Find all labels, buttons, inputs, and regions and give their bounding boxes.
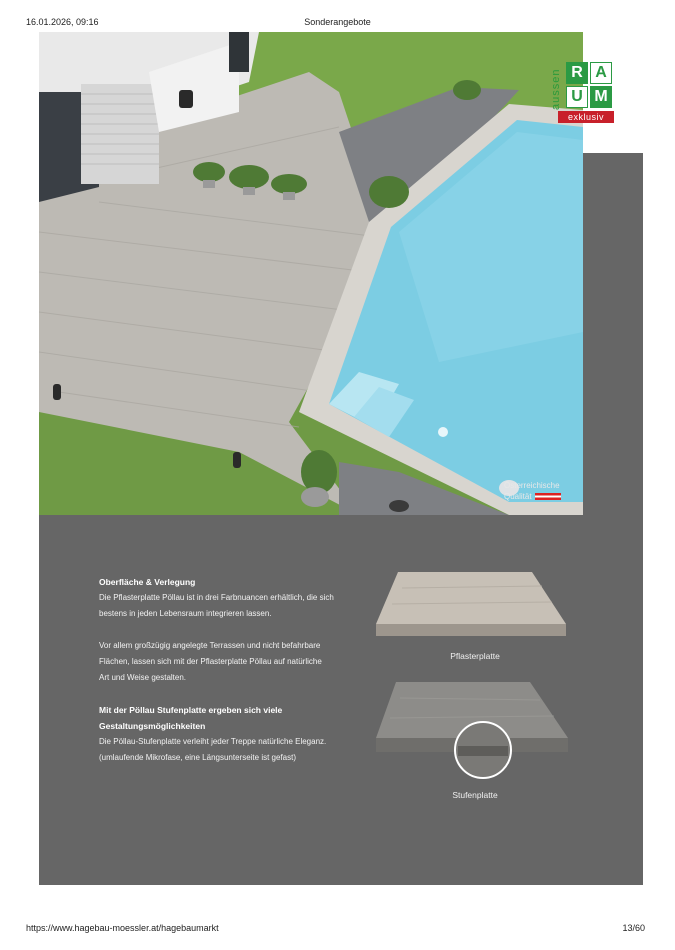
caption-stufenplatte: Stufenplatte: [452, 790, 498, 800]
logo-letter-r: R: [566, 62, 588, 84]
logo-letter-m: M: [590, 86, 612, 108]
para2-line: Art und Weise gestalten.: [99, 673, 187, 682]
para2-line: Flächen, lassen sich mit der Pflasterplatte Pöllau auf natürliche: [99, 657, 322, 666]
para1-line: bestens in jeden Lebensraum integrieren lassen.: [99, 609, 272, 618]
stufenplatte-image: [372, 678, 577, 788]
logo-bar-text: exklusiv: [558, 111, 614, 123]
para2-line: Vor allem großzügig angelegte Terrassen und nicht befahrbare: [99, 641, 321, 650]
raum-exklusiv-logo: [548, 60, 618, 126]
pflasterplatte-image: [372, 568, 572, 648]
caption-pflasterplatte: Pflasterplatte: [450, 651, 500, 661]
heading-surface: Oberfläche & Verlegung: [99, 577, 196, 587]
heading-step-plate: Mit der Pöllau Stufenplatte ergeben sich viele: [99, 705, 283, 715]
para3-line: (umlaufende Mikrofase, eine Längsunterseite ist gefast): [99, 753, 296, 762]
footer-page-number: 13/60: [622, 923, 645, 933]
logo-letter-u: U: [566, 86, 588, 108]
print-title: Sonderangebote: [304, 17, 371, 27]
footer-url[interactable]: https://www.hagebau-moessler.at/hagebaumarkt: [26, 923, 219, 933]
badge-line-2: Qualität: [504, 492, 532, 501]
product-description: [99, 574, 349, 766]
para3-line: Die Pöllau-Stufenplatte verleiht jeder Treppe natürliche Eleganz.: [99, 737, 327, 746]
logo-letter-a: A: [590, 62, 612, 84]
para1-line: Die Pflasterplatte Pöllau ist in drei Farbnuancen erhältlich, die sich: [99, 593, 334, 602]
heading-step-plate: Gestaltungsmöglichkeiten: [99, 721, 206, 731]
austria-flag-icon: [535, 493, 561, 500]
print-datetime: 16.01.2026, 09:16: [26, 17, 99, 27]
logo-side-text: aussen: [550, 68, 562, 110]
pool-terrace-photo: [39, 32, 583, 515]
austrian-quality-badge: [504, 480, 561, 502]
badge-line-1: Österreichische: [504, 481, 560, 490]
